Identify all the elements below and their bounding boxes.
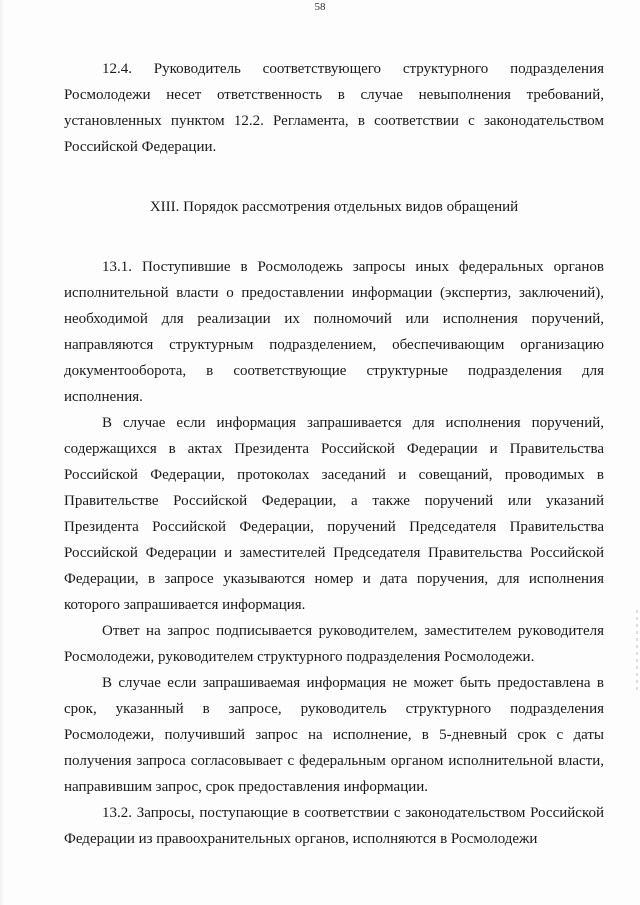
scan-edge-shadow — [0, 0, 4, 905]
paragraph-case-cannot-provide: В случае если запрашиваемая информация не может быть предоставлена в срок, указанный в запросе, руководитель структурного подразделения Росмолодежи, получивший запрос на исполнение, в 5-дневный срок с даты получения запроса согласовывает с федеральным органом исполнительной власти, направившим запрос, срок предоставления информации. — [64, 675, 604, 795]
paragraph-13-2: 13.2. Запросы, поступающие в соответствии с законодательством Российской Федерации из правоохранительных органов, исполняются в Росмолодежи — [64, 805, 604, 847]
paragraph-answer-signed: Ответ на запрос подписывается руководителем, заместителем руководителя Росмолодежи, руководителем структурного подразделения Росмолодежи. — [64, 623, 604, 665]
page-content — [64, 56, 604, 852]
scan-artifact — [636, 610, 638, 690]
paragraph-13-1: 13.1. Поступившие в Росмолодежь запросы иных федеральных органов исполнительной власти о предоставлении информации (экспертиз, заключений), необходимой для реализации их полномочий или исполнения поручений, направляются структурным подразделением, обеспечивающим организацию документооборота, в соответствующие структурные подразделения для исполнения. — [64, 259, 604, 405]
paragraph-12-4: 12.4. Руководитель соответствующего структурного подразделения Росмолодежи несет ответственность в случае невыполнения требований, установленных пунктом 12.2. Регламента, в соответствии с законодательством Российской Федерации. — [64, 61, 604, 155]
page-number: 58 — [314, 1, 326, 13]
section-heading-xiii: XIII. Порядок рассмотрения отдельных видов обращений — [149, 199, 519, 215]
paragraph-case-info-requested: В случае если информация запрашивается для исполнения поручений, содержащихся в актах Президента Российской Федерации и Правительства Российской Федерации, протоколах заседаний и совещаний, проводимых в Правительстве Российской Федерации, а также поручений или указаний Президента Российской Федерации, поручений Председателя Правительства Российской Федерации и заместителей Председателя Правительства Российской Федерации, в запросе указываются номер и дата поручения, для исполнения которого запрашивается информация. — [64, 415, 604, 613]
